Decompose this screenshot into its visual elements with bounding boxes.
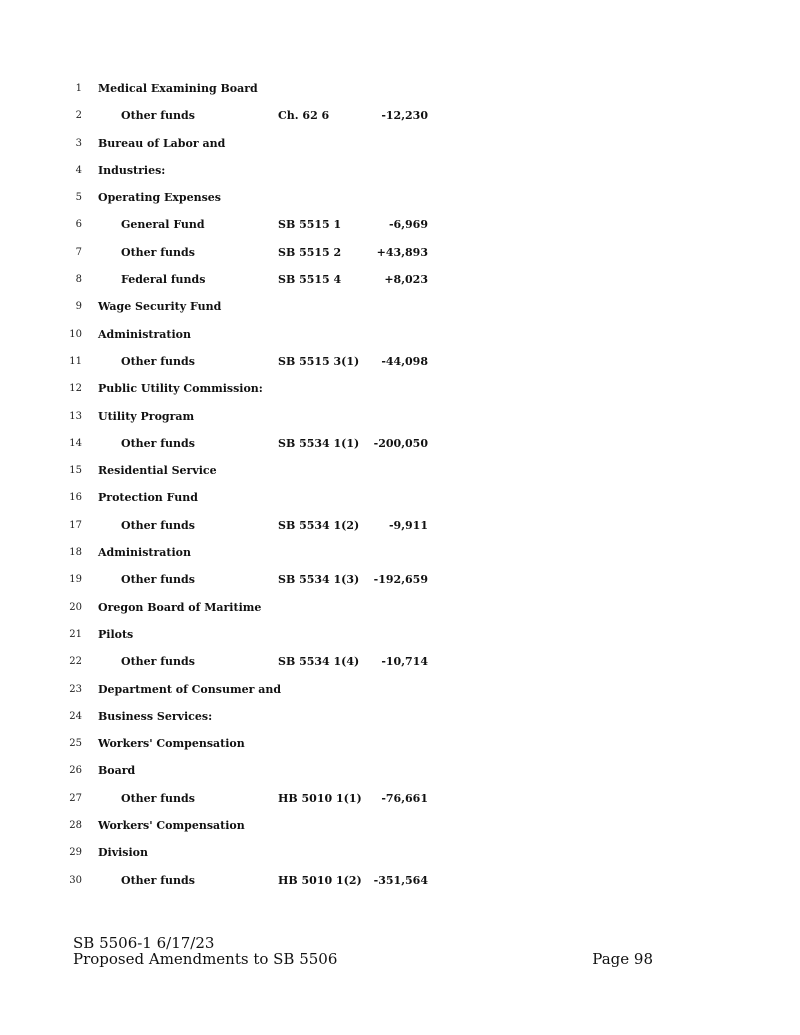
line-number: 14 — [69, 437, 82, 449]
line-label: Other funds — [121, 573, 195, 587]
line-number: 26 — [69, 765, 82, 777]
line-number: 5 — [75, 192, 82, 204]
document-line — [0, 380, 800, 407]
document-line — [0, 653, 800, 680]
document-line — [0, 681, 800, 708]
line-label: Other funds — [121, 245, 195, 259]
document-line — [0, 872, 800, 899]
line-number: 18 — [69, 547, 82, 559]
line-label: Medical Examining Board — [98, 82, 258, 95]
document-line — [0, 817, 800, 844]
line-label: Residential Service — [98, 464, 217, 478]
document-line — [0, 462, 800, 489]
line-reference: SB 5515 3(1) — [278, 354, 360, 368]
document-line — [0, 762, 800, 789]
line-number: 10 — [69, 328, 82, 340]
line-number: 25 — [69, 738, 82, 750]
document-line — [0, 189, 800, 216]
line-number: 30 — [69, 874, 82, 886]
line-number: 19 — [69, 574, 82, 586]
line-number: 22 — [69, 656, 82, 668]
document-line — [0, 80, 800, 107]
line-label: Administration — [98, 327, 192, 341]
line-reference: SB 5534 1(2) — [278, 518, 360, 532]
document-line — [0, 162, 800, 189]
document-line — [0, 708, 800, 735]
line-amount: -10,714 — [381, 655, 428, 669]
line-reference: HB 5010 1(1) — [278, 791, 362, 805]
document-line — [0, 244, 800, 271]
line-number: 21 — [69, 628, 82, 640]
line-amount: -12,230 — [381, 109, 428, 123]
line-label: Other funds — [121, 436, 195, 450]
document-line — [0, 626, 800, 653]
line-number: 4 — [75, 164, 82, 176]
line-label: Oregon Board of Maritime — [98, 600, 262, 614]
line-number: 12 — [69, 383, 82, 395]
line-amount: -6,969 — [388, 218, 428, 232]
line-number: 16 — [69, 492, 82, 504]
line-label: Operating Expenses — [98, 191, 221, 205]
line-number: 7 — [75, 246, 82, 258]
line-label: Other funds — [121, 873, 195, 887]
line-reference: SB 5534 1(4) — [278, 655, 360, 669]
line-label: Utility Program — [98, 409, 195, 423]
line-label: Industries: — [98, 163, 166, 177]
line-number: 23 — [69, 683, 82, 695]
line-number: 24 — [69, 710, 82, 722]
document-line — [0, 408, 800, 435]
line-label: Bureau of Labor and — [98, 136, 226, 150]
document-line — [0, 298, 800, 325]
footer-title-line: Proposed Amendments to SB 5506 — [73, 950, 338, 968]
document-line — [0, 135, 800, 162]
line-amount: -351,564 — [373, 873, 428, 887]
document-line — [0, 107, 800, 134]
line-reference: Ch. 62 6 — [278, 109, 330, 123]
line-number: 15 — [69, 465, 82, 477]
line-label: Other funds — [121, 791, 195, 805]
document-body — [0, 80, 800, 899]
footer-bill-line: SB 5506-1 6/17/23 — [73, 934, 215, 952]
line-label: Administration — [98, 546, 192, 560]
line-number: 27 — [69, 792, 82, 804]
line-amount: +8,023 — [384, 273, 428, 287]
line-number: 2 — [75, 110, 82, 122]
line-label: General Fund — [121, 218, 205, 232]
line-label: Division — [98, 846, 148, 860]
document-line — [0, 326, 800, 353]
line-label: Other funds — [121, 518, 195, 532]
line-amount: -76,661 — [381, 791, 428, 805]
line-reference: HB 5010 1(2) — [278, 873, 362, 887]
line-label: Public Utility Commission: — [98, 382, 263, 396]
line-label: Business Services: — [98, 709, 213, 723]
line-number: 17 — [69, 519, 82, 531]
line-number: 8 — [75, 274, 82, 286]
line-label: Pilots — [98, 627, 134, 641]
line-amount: -200,050 — [373, 436, 428, 450]
document-line — [0, 599, 800, 626]
document-line — [0, 489, 800, 516]
line-label: Wage Security Fund — [98, 300, 222, 314]
line-label: Department of Consumer and — [98, 682, 282, 696]
document-line — [0, 544, 800, 571]
line-reference: SB 5515 4 — [278, 273, 342, 287]
line-number: 1 — [75, 83, 82, 94]
line-label: Federal funds — [121, 273, 206, 287]
line-number: 6 — [75, 219, 82, 231]
line-reference: SB 5534 1(1) — [278, 436, 360, 450]
line-number: 3 — [75, 137, 82, 149]
line-reference: SB 5515 2 — [278, 245, 342, 259]
line-number: 11 — [69, 355, 82, 367]
document-line — [0, 435, 800, 462]
page-number: Page 98 — [592, 950, 653, 968]
document-line — [0, 735, 800, 762]
line-number: 29 — [69, 847, 82, 859]
line-amount: -44,098 — [381, 354, 428, 368]
document-line — [0, 353, 800, 380]
document-line — [0, 790, 800, 817]
line-reference: SB 5534 1(3) — [278, 573, 360, 587]
line-label: Other funds — [121, 354, 195, 368]
line-label: Board — [98, 764, 136, 778]
line-reference: SB 5515 1 — [278, 218, 342, 232]
line-amount: -192,659 — [373, 573, 428, 587]
line-label: Workers' Compensation — [98, 737, 245, 751]
line-number: 28 — [69, 820, 82, 832]
line-number: 13 — [69, 410, 82, 422]
line-amount: -9,911 — [388, 518, 428, 532]
line-amount: +43,893 — [376, 245, 428, 259]
line-label: Workers' Compensation — [98, 819, 245, 833]
line-label: Other funds — [121, 109, 195, 123]
page-footer — [73, 935, 653, 967]
document-line — [0, 517, 800, 544]
document-line — [0, 571, 800, 598]
line-label: Protection Fund — [98, 491, 198, 505]
document-line — [0, 216, 800, 243]
document-line — [0, 271, 800, 298]
line-label: Other funds — [121, 655, 195, 669]
line-number: 20 — [69, 601, 82, 613]
document-line — [0, 844, 800, 871]
line-number: 9 — [75, 301, 82, 313]
